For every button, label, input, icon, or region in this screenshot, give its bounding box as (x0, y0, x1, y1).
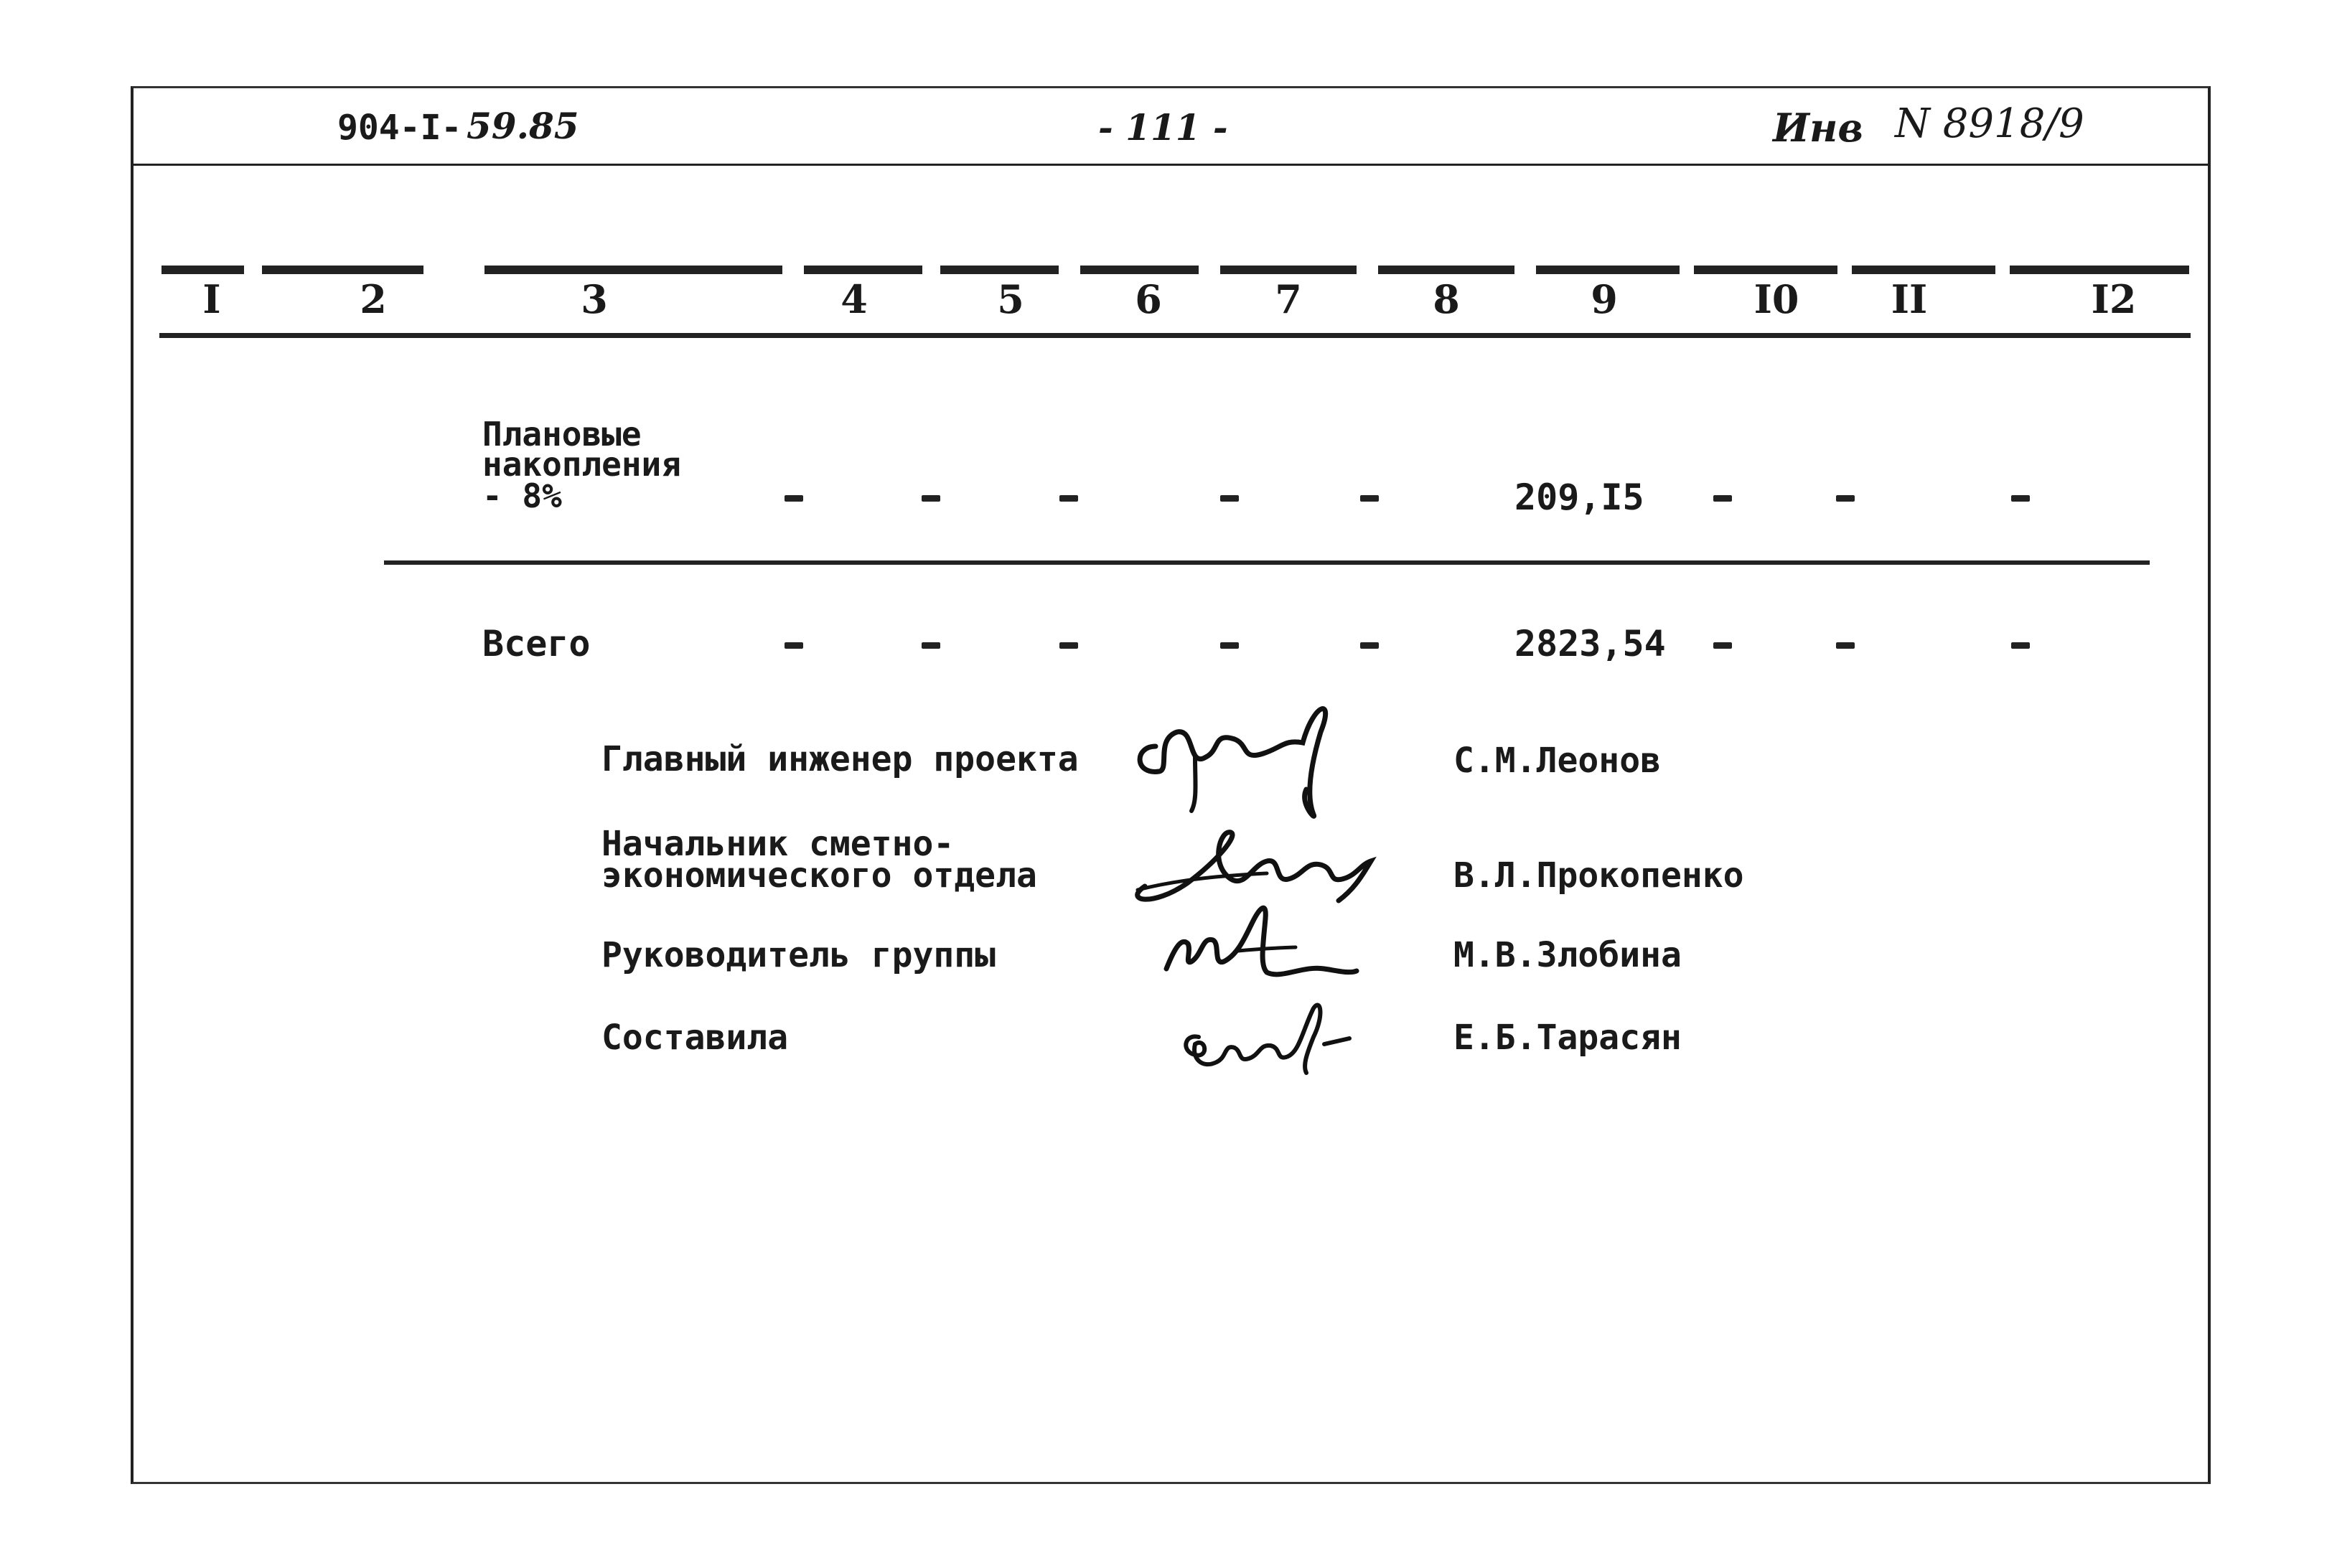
empty-cell-dash (922, 642, 940, 649)
signatory-name: М.В.Злобина (1453, 935, 1682, 975)
signatory-title: Составила (601, 1018, 789, 1058)
signatory-name: В.Л.Прокопенко (1453, 855, 1744, 896)
empty-cell-dash (1713, 495, 1732, 502)
column-number: I0 (1753, 276, 1799, 322)
row-name-line: накопления (482, 445, 681, 484)
column-number: 5 (997, 276, 1024, 322)
empty-cell-dash (1360, 495, 1379, 502)
signatory-title: экономического отдела (601, 855, 1037, 896)
empty-cell-dash (1836, 495, 1855, 502)
row-value-col9: 209,I5 (1514, 476, 1644, 518)
empty-cell-dash (1220, 642, 1239, 649)
page-number: - 111 - (1098, 106, 1228, 149)
signatory-name: Е.Б.Тарасян (1453, 1018, 1682, 1058)
empty-cell-dash (2011, 495, 2030, 502)
row-name-line: Плановые (482, 415, 642, 454)
signature-icon (1127, 689, 1342, 818)
row-name-line: Всего (482, 623, 591, 665)
column-number: 2 (360, 276, 387, 322)
signatory-name: С.М.Леонов (1453, 741, 1661, 781)
doc-code-handwritten: 59.85 (467, 105, 579, 147)
doc-code-typed: 904-I- (337, 108, 462, 148)
column-number: 6 (1135, 276, 1162, 322)
column-number: 7 (1275, 276, 1302, 322)
column-header-rule-bottom (159, 333, 2191, 338)
header-rule (134, 164, 2208, 166)
signatory-title: Главный инженер проекта (601, 739, 1079, 779)
signatory-title: Руководитель группы (601, 935, 996, 975)
column-number: I (202, 276, 221, 322)
empty-cell-dash (785, 495, 803, 502)
empty-cell-dash (922, 495, 940, 502)
row-value-col9: 2823,54 (1514, 623, 1666, 665)
empty-cell-dash (1220, 495, 1239, 502)
empty-cell-dash (1713, 642, 1732, 649)
column-number: 4 (840, 276, 868, 322)
empty-cell-dash (1059, 642, 1078, 649)
column-number: 3 (581, 276, 608, 322)
empty-cell-dash (1059, 495, 1078, 502)
inventory-number: N 8918/9 (1895, 100, 2084, 147)
signatory-title: Начальник сметно- (601, 824, 955, 864)
signature-icon (1159, 893, 1360, 994)
inventory-label: Инв (1773, 105, 1863, 151)
row-name-line: - 8% (482, 476, 562, 515)
column-number: 9 (1591, 276, 1618, 322)
empty-cell-dash (2011, 642, 2030, 649)
signature-icon (1177, 994, 1364, 1080)
column-number: 8 (1433, 276, 1460, 322)
empty-cell-dash (785, 642, 803, 649)
column-number: I2 (2091, 276, 2137, 322)
column-number: II (1891, 276, 1928, 322)
row-separator (384, 560, 2150, 565)
empty-cell-dash (1360, 642, 1379, 649)
empty-cell-dash (1836, 642, 1855, 649)
